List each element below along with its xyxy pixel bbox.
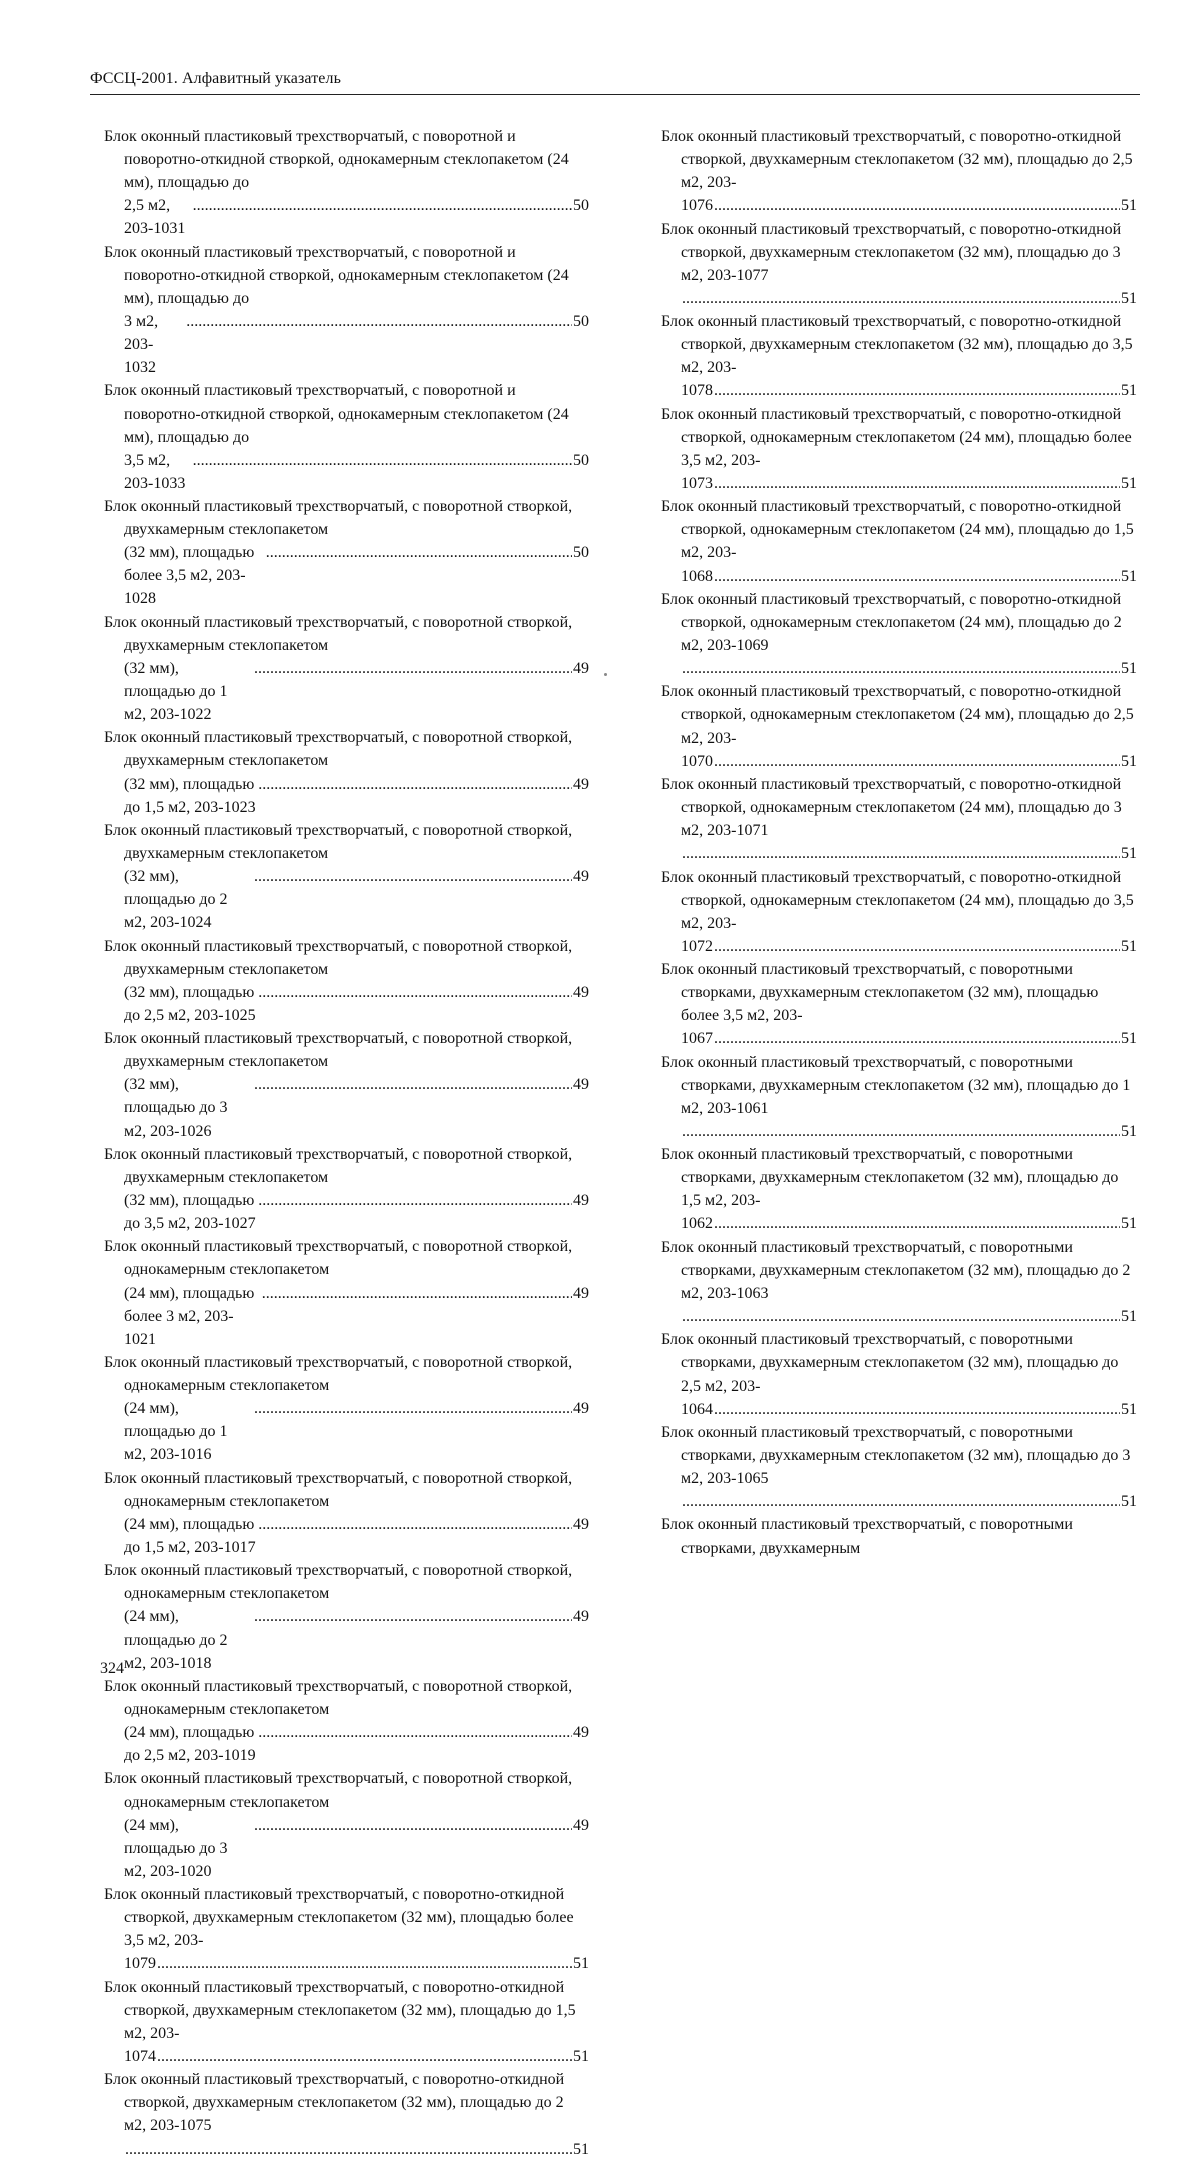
index-entry xyxy=(661,1051,1137,1143)
entry-text: Блок оконный пластиковый трехстворчатый, с поворотно-откидной створкой, двухкамерным стеклопакетом (32 мм), площадью более 3,5 м2, 203- xyxy=(104,1886,574,1950)
entry-tail-text: 1074 xyxy=(124,2047,156,2065)
entry-leader-line xyxy=(124,2138,589,2161)
entry-page-number: 49 xyxy=(573,775,589,793)
entry-leader-line xyxy=(681,379,1137,402)
index-entry xyxy=(104,611,589,726)
entry-page-number: 49 xyxy=(573,1724,589,1742)
entry-text: Блок оконный пластиковый трехстворчатый, с поворотной створкой, двухкамерным стеклопакетом xyxy=(104,613,573,654)
index-entry xyxy=(104,2068,589,2160)
dot-leader xyxy=(682,842,1120,865)
index-entry xyxy=(661,218,1137,310)
entry-text: Блок оконный пластиковый трехстворчатый, с поворотной створкой, однокамерным стеклопакетом xyxy=(104,1469,573,1510)
entry-page-number: 49 xyxy=(573,1192,589,1209)
entry-leader-line xyxy=(681,194,1137,217)
dot-leader xyxy=(254,1397,572,1420)
dot-leader xyxy=(262,1282,572,1305)
index-entry xyxy=(104,1767,589,1882)
entry-tail-text: (32 мм), площадью до 2 м2, 203-1024 xyxy=(124,868,228,932)
entry-text: Блок оконный пластиковый трехстворчатый, с поворотно-откидной створкой, однокамерным стеклопакетом (24 мм), площадью более 3,5 м2, 203- xyxy=(661,405,1132,469)
dot-leader xyxy=(193,194,572,217)
entry-page-number: 51 xyxy=(1121,474,1137,492)
dot-leader xyxy=(193,449,572,472)
entry-page-number: 51 xyxy=(1121,1308,1137,1326)
entry-text: Блок оконный пластиковый трехстворчатый, с поворотной створкой, двухкамерным стеклопакетом xyxy=(104,729,573,770)
index-entry xyxy=(104,495,589,610)
dot-leader xyxy=(254,1073,572,1096)
entry-text: Блок оконный пластиковый трехстворчатый, с поворотно-откидной створкой, однокамерным стеклопакетом (24 мм), площадью до 2,5 м2, 203- xyxy=(661,683,1134,747)
entry-leader-line xyxy=(681,1212,1137,1235)
dot-leader xyxy=(682,287,1120,310)
entry-leader-line xyxy=(124,1952,589,1975)
entry-page-number: 49 xyxy=(573,868,589,886)
dot-leader xyxy=(714,750,1120,773)
entry-page-number: 50 xyxy=(573,451,589,469)
dot-leader xyxy=(254,1605,572,1628)
index-entry xyxy=(661,1143,1137,1235)
entry-text: Блок оконный пластиковый трехстворчатый, с поворотными створками, двухкамерным xyxy=(661,1516,1073,1557)
entry-text: Блок оконный пластиковый трехстворчатый, с поворотно-откидной створкой, двухкамерным стеклопакетом (32 мм), площадью до 1,5 м2, 203- xyxy=(104,1978,576,2042)
index-entry xyxy=(661,588,1137,680)
dot-leader xyxy=(258,773,572,796)
index-entry xyxy=(104,1027,589,1142)
entry-tail-text: 3,5 м2, 203-1033 xyxy=(124,451,186,492)
entry-text: Блок оконный пластиковый трехстворчатый, с поворотно-откидной створкой, однокамерным стеклопакетом (24 мм), площадью до 1,5 м2, 203- xyxy=(661,498,1134,562)
entry-page-number: 49 xyxy=(573,983,589,1001)
entry-page-number: 51 xyxy=(1121,1215,1137,1233)
entry-text: Блок оконный пластиковый трехстворчатый, с поворотной створкой, однокамерным стеклопакетом xyxy=(104,1562,573,1603)
entry-leader-line xyxy=(681,472,1137,495)
dot-leader xyxy=(254,1814,572,1837)
entry-tail-text: 1064 xyxy=(681,1400,713,1418)
entry-leader-line xyxy=(124,1721,589,1767)
index-entry xyxy=(661,310,1137,402)
entry-page-number: 49 xyxy=(573,1515,589,1533)
entry-leader-line xyxy=(124,1513,589,1559)
entry-tail-text: (24 мм), площадью более 3 м2, 203-1021 xyxy=(124,1284,255,1348)
entry-leader-line xyxy=(681,750,1137,773)
entry-tail-text: 1067 xyxy=(681,1030,713,1048)
entry-page-number: 51 xyxy=(1121,1030,1137,1048)
index-entry xyxy=(104,1675,589,1767)
entry-tail-text: 1073 xyxy=(681,474,713,492)
index-entry xyxy=(104,819,589,934)
dot-leader xyxy=(682,657,1120,680)
entry-tail-text: (24 мм), площадью до 2 м2, 203-1018 xyxy=(124,1608,228,1672)
entry-tail-text: 1068 xyxy=(681,567,713,585)
index-entry xyxy=(104,1143,589,1235)
dot-leader xyxy=(254,657,572,680)
index-entry xyxy=(661,958,1137,1050)
entry-text: Блок оконный пластиковый трехстворчатый, с поворотной створкой, однокамерным стеклопакетом xyxy=(104,1238,573,1279)
entry-tail-text: 1072 xyxy=(681,937,713,955)
entry-tail-text: (24 мм), площадью до 1 м2, 203-1016 xyxy=(124,1400,228,1464)
dot-leader xyxy=(258,1721,572,1744)
entry-text: Блок оконный пластиковый трехстворчатый, с поворотной створкой, двухкамерным стеклопакетом xyxy=(104,1145,573,1186)
dot-leader xyxy=(682,1305,1120,1328)
dot-leader xyxy=(258,981,572,1004)
entry-leader-line xyxy=(681,935,1137,958)
index-entry xyxy=(661,495,1137,587)
entry-tail-text: (24 мм), площадью до 3 м2, 203-1020 xyxy=(124,1816,228,1880)
dot-leader xyxy=(254,865,572,888)
entry-text: Блок оконный пластиковый трехстворчатый, с поворотно-откидной створкой, двухкамерным стеклопакетом (32 мм), площадью до 3,5 м2, 203- xyxy=(661,313,1133,377)
entry-text: Блок оконный пластиковый трехстворчатый, с поворотно-откидной створкой, двухкамерным стеклопакетом (32 мм), площадью до 2 м2, 203-1075 xyxy=(104,2071,565,2135)
entry-leader-line xyxy=(124,194,589,240)
dot-leader xyxy=(714,565,1120,588)
index-entry xyxy=(104,1467,589,1559)
index-entry xyxy=(661,680,1137,772)
dot-leader xyxy=(258,1189,572,1212)
entry-page-number: 51 xyxy=(1121,1122,1137,1140)
index-entry xyxy=(661,1236,1137,1328)
index-column-right xyxy=(661,125,1137,1560)
entry-leader-line xyxy=(681,1027,1137,1050)
entry-text: Блок оконный пластиковый трехстворчатый, с поворотной створкой, двухкамерным стеклопакетом xyxy=(104,498,573,539)
dot-leader xyxy=(682,1120,1120,1143)
entry-text: Блок оконный пластиковый трехстворчатый, с поворотными створками, двухкамерным стеклопакетом (32 мм), площадью более 3,5 м2, 203- xyxy=(661,961,1099,1025)
entry-tail-text: 1062 xyxy=(681,1215,713,1233)
entry-leader-line xyxy=(124,865,589,934)
entry-page-number: 51 xyxy=(573,1955,589,1973)
entry-leader-line xyxy=(124,773,589,819)
entry-text: Блок оконный пластиковый трехстворчатый, с поворотной и поворотно-откидной створкой, однокамерным стеклопакетом (24 мм), площадью до xyxy=(104,128,569,192)
header-rule xyxy=(90,94,1140,95)
index-entry xyxy=(104,1559,589,1674)
entry-leader-line xyxy=(124,1073,589,1142)
dot-leader xyxy=(714,1212,1120,1235)
entry-tail-text: (32 мм), площадью до 3 м2, 203-1026 xyxy=(124,1076,228,1140)
entry-text: Блок оконный пластиковый трехстворчатый, с поворотными створками, двухкамерным стеклопакетом (32 мм), площадью до 2,5 м2, 203- xyxy=(661,1331,1119,1395)
index-entry xyxy=(661,866,1137,958)
entry-page-number: 49 xyxy=(573,659,589,677)
index-entry xyxy=(104,1976,589,2068)
entry-tail-text: (32 мм), площадью до 1,5 м2, 203-1023 xyxy=(124,775,256,816)
entry-leader-line xyxy=(124,657,589,726)
entry-page-number: 51 xyxy=(1121,660,1137,678)
entry-text: Блок оконный пластиковый трехстворчатый, с поворотно-откидной створкой, однокамерным стеклопакетом (24 мм), площадью до 2 м2, 203-1069 xyxy=(661,590,1122,654)
dot-leader xyxy=(714,472,1120,495)
entry-tail-text: (32 мм), площадью до 3,5 м2, 203-1027 xyxy=(124,1192,256,1233)
entry-page-number: 50 xyxy=(573,544,589,562)
dot-leader xyxy=(714,194,1120,217)
entry-page-number: 51 xyxy=(573,2140,589,2158)
entry-page-number: 51 xyxy=(1121,1400,1137,1418)
entry-leader-line xyxy=(681,1120,1137,1143)
entry-page-number: 50 xyxy=(573,312,589,330)
entry-text: Блок оконный пластиковый трехстворчатый, с поворотной створкой, двухкамерным стеклопакетом xyxy=(104,937,573,978)
dot-leader xyxy=(125,2138,572,2161)
dot-leader xyxy=(157,2045,572,2068)
entry-tail-text: 3 м2, 203-1032 xyxy=(124,312,159,377)
entry-leader-line xyxy=(124,1605,589,1674)
entry-leader-line xyxy=(124,1397,589,1466)
entry-page-number: 51 xyxy=(1121,567,1137,585)
entry-leader-line xyxy=(124,1814,589,1883)
entry-text: Блок оконный пластиковый трехстворчатый, с поворотными створками, двухкамерным стеклопакетом (32 мм), площадью до 1 м2, 203-1061 xyxy=(661,1053,1131,1117)
index-entry xyxy=(104,379,589,494)
entry-text: Блок оконный пластиковый трехстворчатый, с поворотной и поворотно-откидной створкой, однокамерным стеклопакетом (24 мм), площадью до xyxy=(104,243,569,307)
entry-leader-line xyxy=(681,657,1137,680)
entry-leader-line xyxy=(681,1398,1137,1421)
entry-leader-line xyxy=(681,287,1137,310)
dot-leader xyxy=(714,379,1120,402)
dot-leader xyxy=(682,1490,1120,1513)
entry-page-number: 51 xyxy=(1121,845,1137,863)
entry-leader-line xyxy=(681,842,1137,865)
entry-page-number: 49 xyxy=(573,1816,589,1834)
entry-tail-text: 2,5 м2, 203-1031 xyxy=(124,197,186,238)
index-column-left xyxy=(104,125,589,2161)
entry-tail-text: 1076 xyxy=(681,197,713,215)
index-entry xyxy=(661,125,1137,217)
entry-text: Блок оконный пластиковый трехстворчатый, с поворотными створками, двухкамерным стеклопакетом (32 мм), площадью до 3 м2, 203-1065 xyxy=(661,1423,1131,1488)
entry-text: Блок оконный пластиковый трехстворчатый, с поворотными створками, двухкамерным стеклопакетом (32 мм), площадью до 2 м2, 203-1063 xyxy=(661,1238,1131,1302)
index-entry xyxy=(661,1513,1137,1559)
index-entry xyxy=(661,1328,1137,1420)
dot-leader xyxy=(714,1398,1120,1421)
entry-leader-line xyxy=(124,310,589,379)
entry-leader-line xyxy=(681,1305,1137,1328)
index-entry xyxy=(661,773,1137,865)
entry-tail-text: (24 мм), площадью до 2,5 м2, 203-1019 xyxy=(124,1724,256,1765)
entry-text: Блок оконный пластиковый трехстворчатый, с поворотной створкой, двухкамерным стеклопакетом xyxy=(104,821,573,863)
entry-text: Блок оконный пластиковый трехстворчатый, с поворотно-откидной створкой, однокамерным стеклопакетом (24 мм), площадью до 3 м2, 203-1071 xyxy=(661,775,1122,840)
entry-page-number: 51 xyxy=(1121,937,1137,955)
entry-page-number: 50 xyxy=(573,197,589,215)
index-entry xyxy=(661,403,1137,495)
entry-text: Блок оконный пластиковый трехстворчатый, с поворотно-откидной створкой, однокамерным стеклопакетом (24 мм), площадью до 3,5 м2, 203- xyxy=(661,868,1134,932)
dot-leader xyxy=(157,1952,572,1975)
entry-page-number: 51 xyxy=(1121,382,1137,400)
entry-leader-line xyxy=(124,1282,589,1351)
entry-tail-text: (32 мм), площадью более 3,5 м2, 203-1028 xyxy=(124,544,255,608)
entry-leader-line xyxy=(681,565,1137,588)
entry-page-number: 49 xyxy=(573,1400,589,1418)
entry-page-number: 51 xyxy=(1121,289,1137,307)
page-number: 324 xyxy=(100,1660,124,1677)
entry-tail-text: (32 мм), площадью до 1 м2, 203-1022 xyxy=(124,659,228,724)
entry-text: Блок оконный пластиковый трехстворчатый, с поворотной створкой, двухкамерным стеклопакетом xyxy=(104,1030,573,1071)
entry-page-number: 51 xyxy=(1121,197,1137,215)
entry-text: Блок оконный пластиковый трехстворчатый, с поворотной и поворотно-откидной створкой, однокамерным стеклопакетом (24 мм), площадью до xyxy=(104,382,569,446)
entry-tail-text: 1070 xyxy=(681,752,713,770)
entry-page-number: 51 xyxy=(1121,1493,1137,1511)
entry-leader-line xyxy=(124,1189,589,1235)
dot-leader xyxy=(714,935,1120,958)
entry-tail-text: 1079 xyxy=(124,1955,156,1973)
entry-leader-line xyxy=(124,981,589,1027)
entry-page-number: 49 xyxy=(573,1608,589,1626)
entry-leader-line xyxy=(681,1490,1137,1513)
entry-leader-line xyxy=(124,541,589,610)
dot-leader xyxy=(714,1027,1120,1050)
entry-text: Блок оконный пластиковый трехстворчатый, с поворотной створкой, однокамерным стеклопакетом xyxy=(104,1770,573,1811)
dot-leader xyxy=(258,1513,572,1536)
index-entry xyxy=(104,1235,589,1350)
entry-text: Блок оконный пластиковый трехстворчатый, с поворотной створкой, однокамерным стеклопакетом xyxy=(104,1354,573,1395)
index-entry xyxy=(104,726,589,818)
entry-leader-line xyxy=(124,449,589,495)
entry-page-number: 49 xyxy=(573,1284,589,1302)
entry-tail-text: (24 мм), площадью до 1,5 м2, 203-1017 xyxy=(124,1515,256,1556)
index-entry xyxy=(104,1883,589,1975)
index-entry xyxy=(104,241,589,380)
index-entry xyxy=(104,125,589,240)
dot-leader xyxy=(266,541,572,564)
entry-tail-text: (32 мм), площадью до 2,5 м2, 203-1025 xyxy=(124,983,256,1024)
scan-speck xyxy=(604,673,607,676)
entry-text: Блок оконный пластиковый трехстворчатый, с поворотной створкой, однокамерным стеклопакетом xyxy=(104,1677,573,1718)
entry-text: Блок оконный пластиковый трехстворчатый, с поворотными створками, двухкамерным стеклопакетом (32 мм), площадью до 1,5 м2, 203- xyxy=(661,1146,1119,1210)
entry-page-number: 49 xyxy=(573,1076,589,1094)
dot-leader xyxy=(186,310,572,333)
entry-page-number: 51 xyxy=(1121,752,1137,770)
index-entry xyxy=(661,1421,1137,1513)
entry-page-number: 51 xyxy=(573,2047,589,2065)
entry-leader-line xyxy=(124,2045,589,2068)
index-entry xyxy=(104,935,589,1027)
running-header: ФССЦ-2001. Алфавитный указатель xyxy=(90,70,341,87)
entry-text: Блок оконный пластиковый трехстворчатый, с поворотно-откидной створкой, двухкамерным стеклопакетом (32 мм), площадью до 2,5 м2, 203- xyxy=(661,128,1133,192)
entry-tail-text: 1078 xyxy=(681,382,713,400)
entry-text: Блок оконный пластиковый трехстворчатый, с поворотно-откидной створкой, двухкамерным стеклопакетом (32 мм), площадью до 3 м2, 203-1077 xyxy=(661,220,1122,284)
index-entry xyxy=(104,1351,589,1466)
